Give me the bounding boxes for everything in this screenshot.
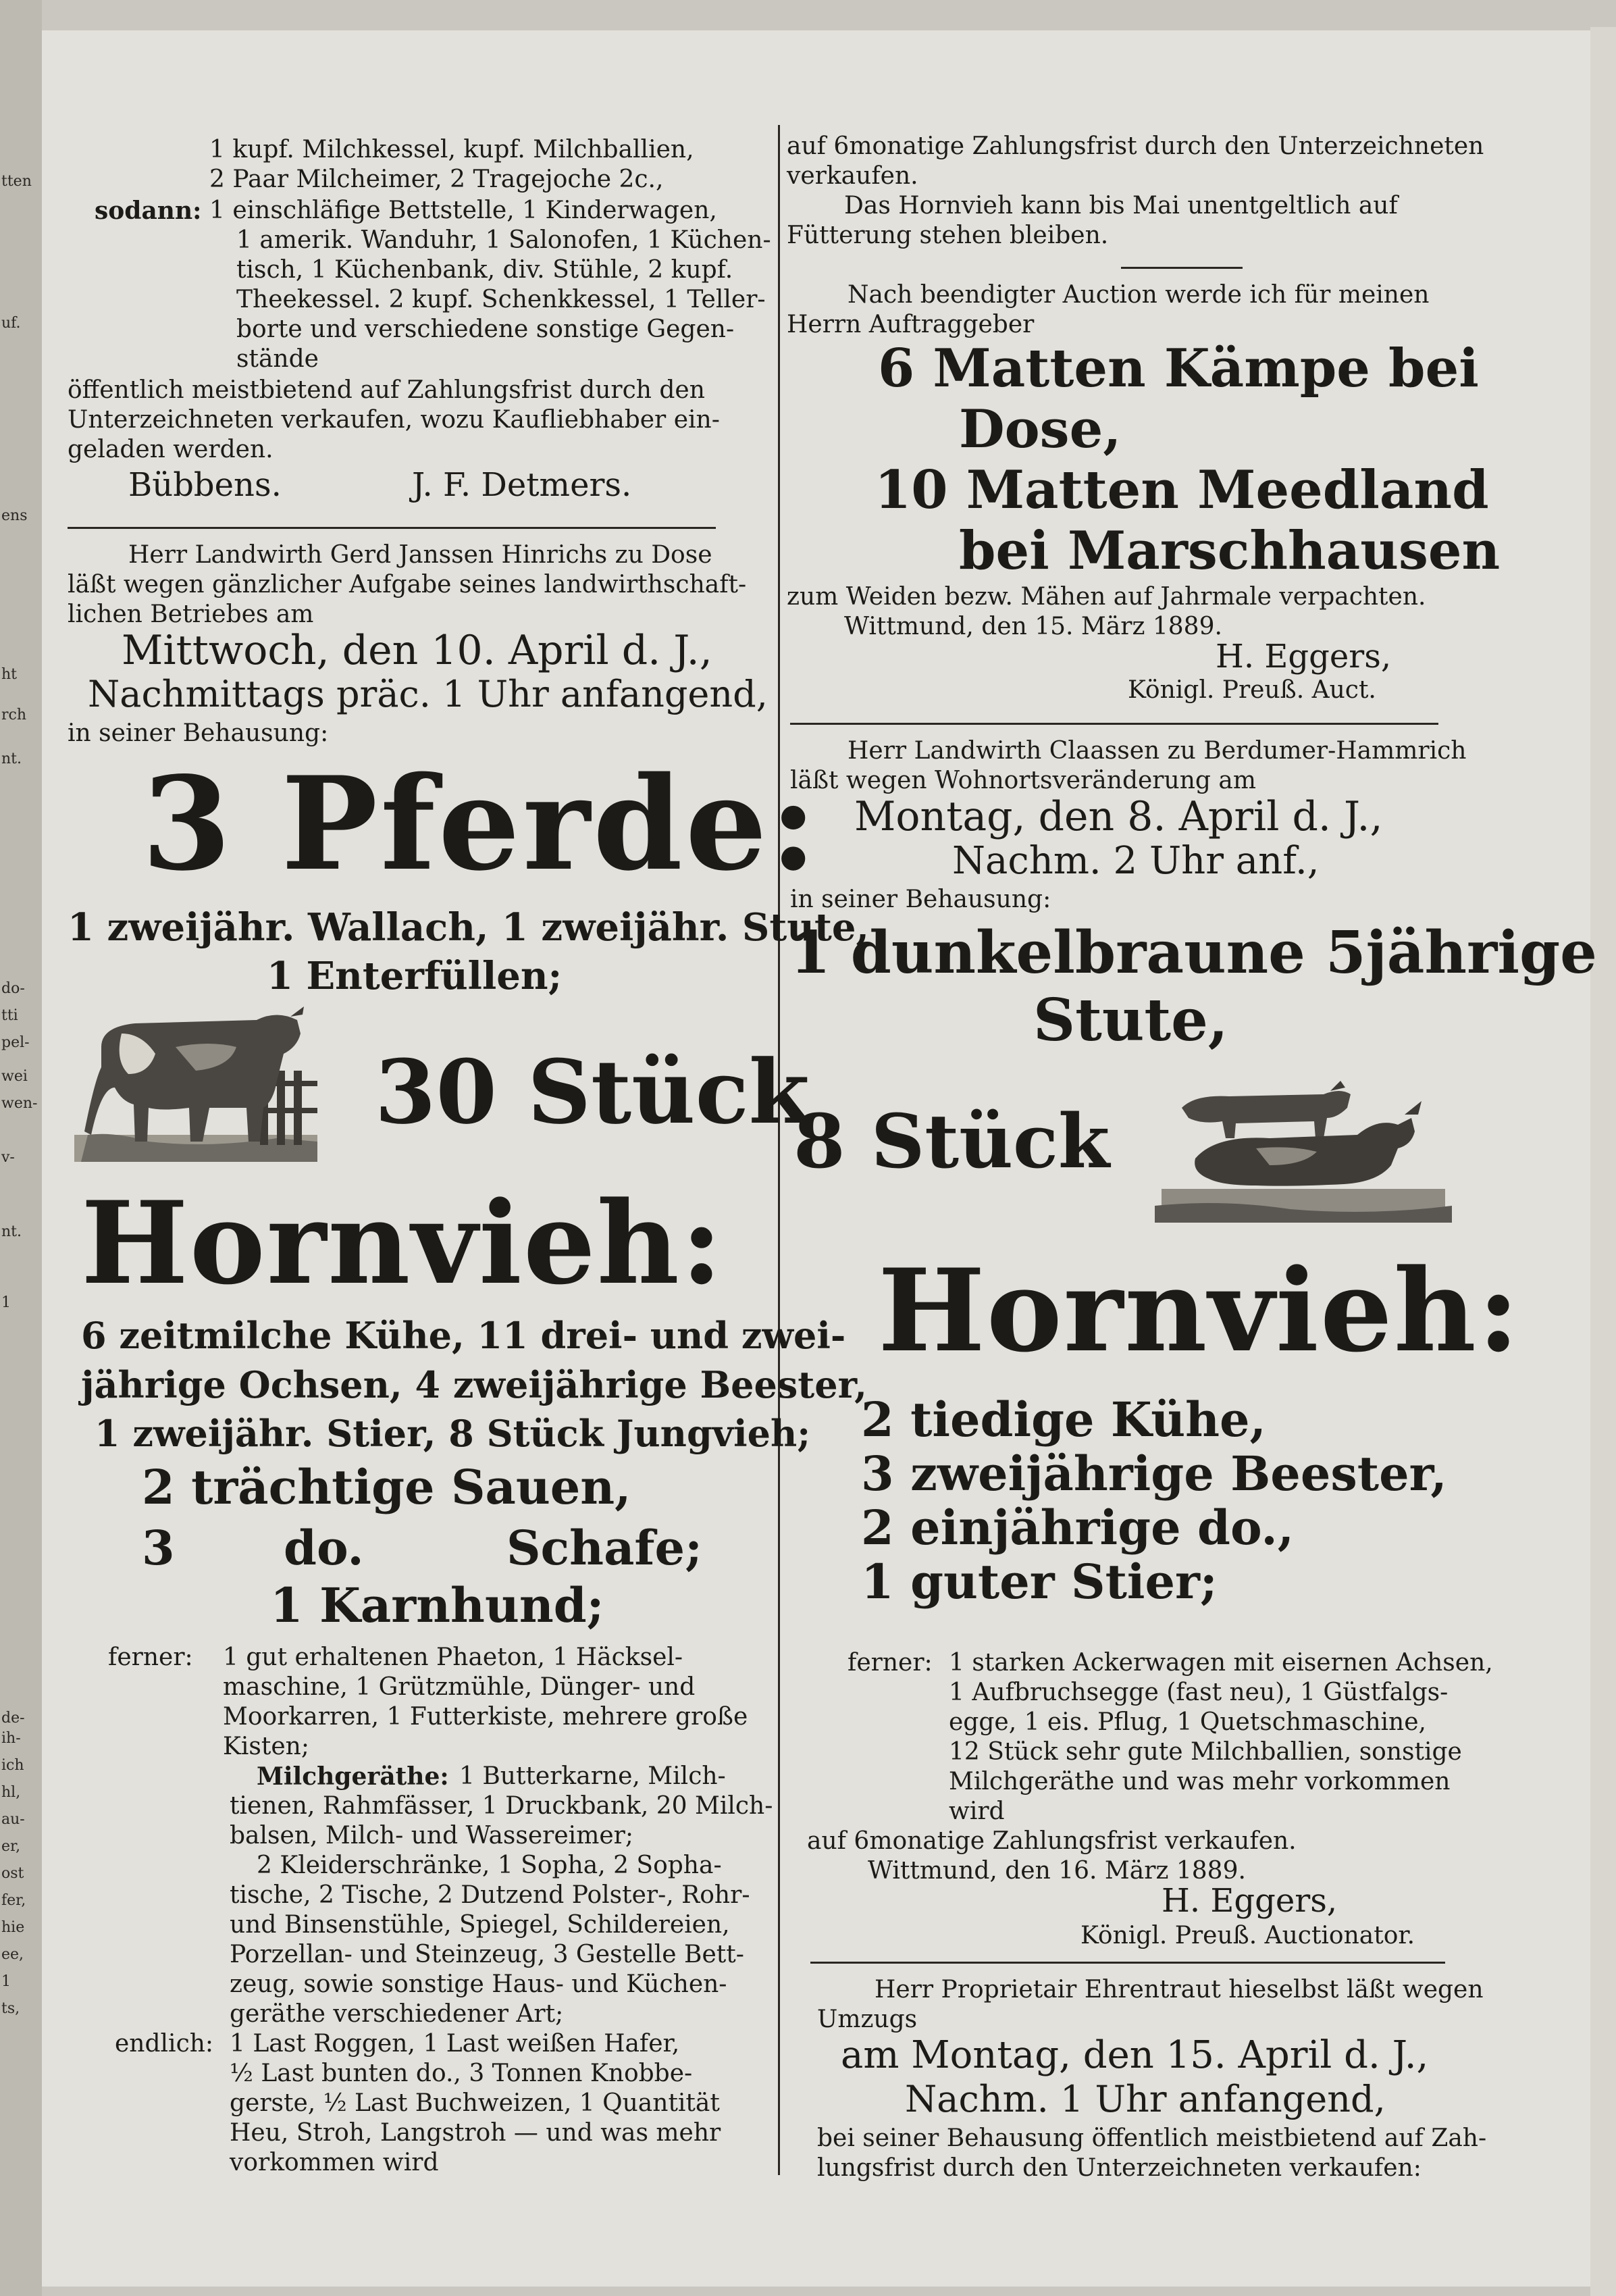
auction-place: in seiner Behausung: bbox=[68, 719, 329, 747]
list-line: 1 Aufbruchsegge (fast neu), 1 Güstfalgs- bbox=[949, 1679, 1449, 1706]
margin-fragment: v- bbox=[1, 1149, 15, 1166]
list-line: Porzellan- und Steinzeug, 3 Gestelle Bett- bbox=[230, 1941, 744, 1968]
dateline: Wittmund, den 16. März 1889. bbox=[868, 1857, 1246, 1885]
margin-fragment: ost bbox=[1, 1865, 24, 1882]
body-line: läßt wegen Wohnortsveränderung am bbox=[790, 767, 1256, 794]
margin-fragment: pel- bbox=[1, 1034, 30, 1051]
body-line: Herrn Auftraggeber bbox=[787, 311, 1035, 338]
margin-fragment: de- bbox=[1, 1710, 25, 1727]
body-line: läßt wegen gänzlicher Aufgabe seines landwirthschaft- bbox=[68, 571, 747, 598]
cattle-count: 8 Stück bbox=[793, 1098, 1110, 1185]
cattle-item: 3 zweijährige Beester, bbox=[861, 1446, 1447, 1502]
margin-fragment: nt. bbox=[1, 750, 22, 767]
sodann-label: sodann: bbox=[95, 197, 202, 225]
column-divider bbox=[778, 125, 780, 2175]
margin-fragment: 1 bbox=[1, 1294, 11, 1311]
ad-separator bbox=[790, 723, 1438, 725]
auction-place: in seiner Behausung: bbox=[790, 886, 1051, 913]
horses-detail: 1 Enterfüllen; bbox=[267, 954, 563, 998]
place-name: Bübbens. bbox=[128, 466, 282, 504]
lease-headline: 10 Matten Meedland bbox=[875, 459, 1489, 521]
margin-fragment: ens bbox=[1, 507, 28, 524]
cow-illustration bbox=[74, 1006, 331, 1175]
signer-name: H. Eggers, bbox=[1162, 1882, 1338, 1920]
margin-fragment: hl, bbox=[1, 1784, 21, 1801]
signer-name: H. Eggers, bbox=[1216, 638, 1392, 675]
auction-time: Nachm. 1 Uhr anfangend, bbox=[905, 2078, 1386, 2120]
cattle-item: 1 guter Stier; bbox=[861, 1554, 1218, 1610]
list-line: stände bbox=[236, 345, 319, 373]
body-line: auf 6monatige Zahlungsfrist durch den Unterzeichneten bbox=[787, 132, 1484, 160]
list-line: 1 gut erhaltenen Phaeton, 1 Häcksel- bbox=[223, 1643, 683, 1671]
list-line: 1 amerik. Wanduhr, 1 Salonofen, 1 Küchen- bbox=[236, 226, 771, 254]
cattle-illustration bbox=[1155, 1071, 1452, 1226]
list-line: 1 Butterkarne, Milch- bbox=[459, 1762, 726, 1790]
body-line: Das Hornvieh kann bis Mai unentgeltlich auf bbox=[844, 192, 1398, 220]
short-separator bbox=[1121, 267, 1243, 269]
list-line: gerste, ½ Last Buchweizen, 1 Quantität bbox=[230, 2089, 720, 2117]
list-line: maschine, 1 Grützmühle, Dünger- und bbox=[223, 1673, 696, 1701]
margin-fragment: wei bbox=[1, 1068, 28, 1085]
list-line: 2 Kleiderschränke, 1 Sopha, 2 Sopha- bbox=[257, 1852, 722, 1879]
signer-title: Königl. Preuß. Auctionator. bbox=[1080, 1922, 1415, 1949]
body-line: öffentlich meistbietend auf Zahlungsfrist durch den bbox=[68, 376, 705, 404]
margin-fragment: ich bbox=[1, 1757, 24, 1774]
lease-headline: Dose, bbox=[959, 399, 1122, 460]
body-line: Herr Proprietair Ehrentraut hieselbst läßt wegen bbox=[875, 1976, 1484, 2004]
margin-fragment: au- bbox=[1, 1811, 25, 1828]
lease-headline: 6 Matten Kämpe bei bbox=[878, 338, 1479, 399]
body-line: Herr Landwirth Gerd Janssen Hinrichs zu Dose bbox=[128, 541, 712, 569]
auction-date: Montag, den 8. April d. J., bbox=[854, 793, 1383, 840]
list-line: 1 starken Ackerwagen mit eisernen Achsen, bbox=[949, 1649, 1493, 1677]
body-line: verkaufen. bbox=[787, 162, 918, 190]
margin-fragment: tti bbox=[1, 1007, 18, 1024]
auction-time: Nachmittags präc. 1 Uhr anfangend, bbox=[88, 673, 768, 715]
margin-fragment: hie bbox=[1, 1919, 25, 1936]
mare-line: Stute, bbox=[1033, 986, 1228, 1054]
list-line: geräthe verschiedener Art; bbox=[230, 2000, 564, 2028]
horses-detail: 1 zweijähr. Wallach, 1 zweijähr. Stute, bbox=[68, 905, 869, 950]
headline-cattle: Hornvieh: bbox=[81, 1176, 724, 1310]
list-line: tienen, Rahmfässer, 1 Druckbank, 20 Milch- bbox=[230, 1792, 773, 1820]
body-line: Fütterung stehen bleiben. bbox=[787, 222, 1109, 249]
list-line: tisch, 1 Küchenbank, div. Stühle, 2 kupf. bbox=[236, 256, 733, 284]
mare-line: 1 dunkelbraune 5jährige bbox=[790, 919, 1597, 987]
ad-separator bbox=[68, 527, 716, 529]
ferner-label: ferner: bbox=[108, 1643, 193, 1671]
list-line: Milchgeräthe und was mehr vorkommen bbox=[949, 1768, 1451, 1795]
list-line: Kisten; bbox=[223, 1733, 309, 1760]
cattle-line: 6 zeitmilche Kühe, 11 drei- und zwei- bbox=[81, 1314, 846, 1357]
body-line: lichen Betriebes am bbox=[68, 601, 314, 628]
dateline: Wittmund, den 15. März 1889. bbox=[844, 613, 1222, 640]
auction-date: am Montag, den 15. April d. J., bbox=[841, 2033, 1429, 2077]
pigs-line: 2 trächtige Sauen, bbox=[142, 1459, 631, 1515]
margin-fragment: fer, bbox=[1, 1892, 26, 1909]
list-line: ½ Last bunten do., 3 Tonnen Knobbe- bbox=[230, 2060, 693, 2087]
margin-fragment: do- bbox=[1, 980, 25, 997]
list-line: Theekessel. 2 kupf. Schenkkessel, 1 Teller- bbox=[236, 286, 766, 313]
headline-cattle: Hornvieh: bbox=[878, 1244, 1521, 1377]
margin-fragment: ht bbox=[1, 666, 18, 683]
dog-line: 1 Karnhund; bbox=[270, 1577, 604, 1633]
body-line: Unterzeichneten verkaufen, wozu Kaufliebhaber ein- bbox=[68, 406, 720, 434]
page-right-margin bbox=[1590, 27, 1616, 2296]
body-line: bei seiner Behausung öffentlich meistbietend auf Zah- bbox=[817, 2124, 1487, 2152]
body-line: Umzugs bbox=[817, 2006, 918, 2033]
sheep-word: Schafe; bbox=[506, 1520, 702, 1576]
ad-separator bbox=[810, 1962, 1445, 1964]
ferner-label: ferner: bbox=[848, 1649, 933, 1677]
auction-time: Nachm. 2 Uhr anf., bbox=[952, 839, 1320, 883]
auction-date: Mittwoch, den 10. April d. J., bbox=[122, 627, 712, 674]
cattle-count: 30 Stück bbox=[375, 1040, 810, 1144]
list-line: und Binsenstühle, Spiegel, Schildereien, bbox=[230, 1911, 730, 1939]
body-line: zum Weiden bezw. Mähen auf Jahrmale verpachten. bbox=[787, 583, 1426, 611]
margin-fragment: uf. bbox=[1, 315, 21, 332]
margin-fragment: ts, bbox=[1, 2000, 20, 2017]
list-line: borte und verschiedene sonstige Gegen- bbox=[236, 315, 735, 343]
cattle-line: 1 zweijähr. Stier, 8 Stück Jungvieh; bbox=[95, 1412, 811, 1455]
list-line: Moorkarren, 1 Futterkiste, mehrere große bbox=[223, 1703, 748, 1731]
list-line: Heu, Stroh, Langstroh — und was mehr bbox=[230, 2119, 721, 2147]
list-line: egge, 1 eis. Pflug, 1 Quetschmaschine, bbox=[949, 1708, 1426, 1736]
cattle-item: 2 tiedige Kühe, bbox=[861, 1392, 1266, 1448]
signer-name: J. F. Detmers. bbox=[412, 466, 632, 504]
list-line: balsen, Milch- und Wassereimer; bbox=[230, 1822, 633, 1849]
list-line: 12 Stück sehr gute Milchballien, sonstige bbox=[949, 1738, 1462, 1766]
body-line: geladen werden. bbox=[68, 436, 273, 463]
body-line: Herr Landwirth Claassen zu Berdumer-Hammrich bbox=[848, 737, 1467, 765]
cattle-line: jährige Ochsen, 4 zweijährige Beester, bbox=[81, 1363, 867, 1406]
adjacent-page-edge bbox=[0, 0, 42, 2296]
margin-fragment: ih- bbox=[1, 1730, 21, 1747]
milch-label: Milchgeräthe: bbox=[257, 1762, 449, 1791]
sheep-ditto: do. bbox=[284, 1520, 364, 1576]
margin-fragment: nt. bbox=[1, 1223, 22, 1240]
signer-title: Königl. Preuß. Auct. bbox=[1128, 676, 1376, 704]
list-line: 1 kupf. Milchkessel, kupf. Milchballien, bbox=[209, 136, 694, 163]
margin-fragment: wen- bbox=[1, 1095, 38, 1112]
list-line: tische, 2 Tische, 2 Dutzend Polster-, Rohr- bbox=[230, 1881, 750, 1909]
margin-fragment: rch bbox=[1, 707, 27, 723]
list-line: wird bbox=[949, 1797, 1005, 1825]
endlich-label: endlich: bbox=[115, 2030, 214, 2058]
body-line: lungsfrist durch den Unterzeichneten verkaufen: bbox=[817, 2154, 1422, 2182]
body-line: auf 6monatige Zahlungsfrist verkaufen. bbox=[807, 1827, 1297, 1855]
list-line: 1 Last Roggen, 1 Last weißen Hafer, bbox=[230, 2030, 680, 2058]
body-line: Nach beendigter Auction werde ich für meinen bbox=[848, 281, 1430, 309]
list-line: zeug, sowie sonstige Haus- und Küchen- bbox=[230, 1970, 727, 1998]
list-line: 1 einschläfige Bettstelle, 1 Kinderwagen, bbox=[209, 197, 717, 224]
sheep-number: 3 bbox=[142, 1520, 175, 1576]
headline-horses: 3 Pferde: bbox=[142, 748, 820, 899]
list-line: vorkommen wird bbox=[230, 2149, 439, 2176]
list-line: 2 Paar Milcheimer, 2 Tragejoche 2c., bbox=[209, 165, 664, 193]
cattle-item: 2 einjährige do., bbox=[861, 1500, 1295, 1556]
margin-fragment: tten bbox=[1, 173, 32, 190]
margin-fragment: 1 bbox=[1, 1973, 11, 1990]
margin-fragment: er, bbox=[1, 1838, 21, 1855]
margin-fragment: ee, bbox=[1, 1946, 24, 1963]
lease-headline: bei Marschhausen bbox=[959, 520, 1501, 582]
